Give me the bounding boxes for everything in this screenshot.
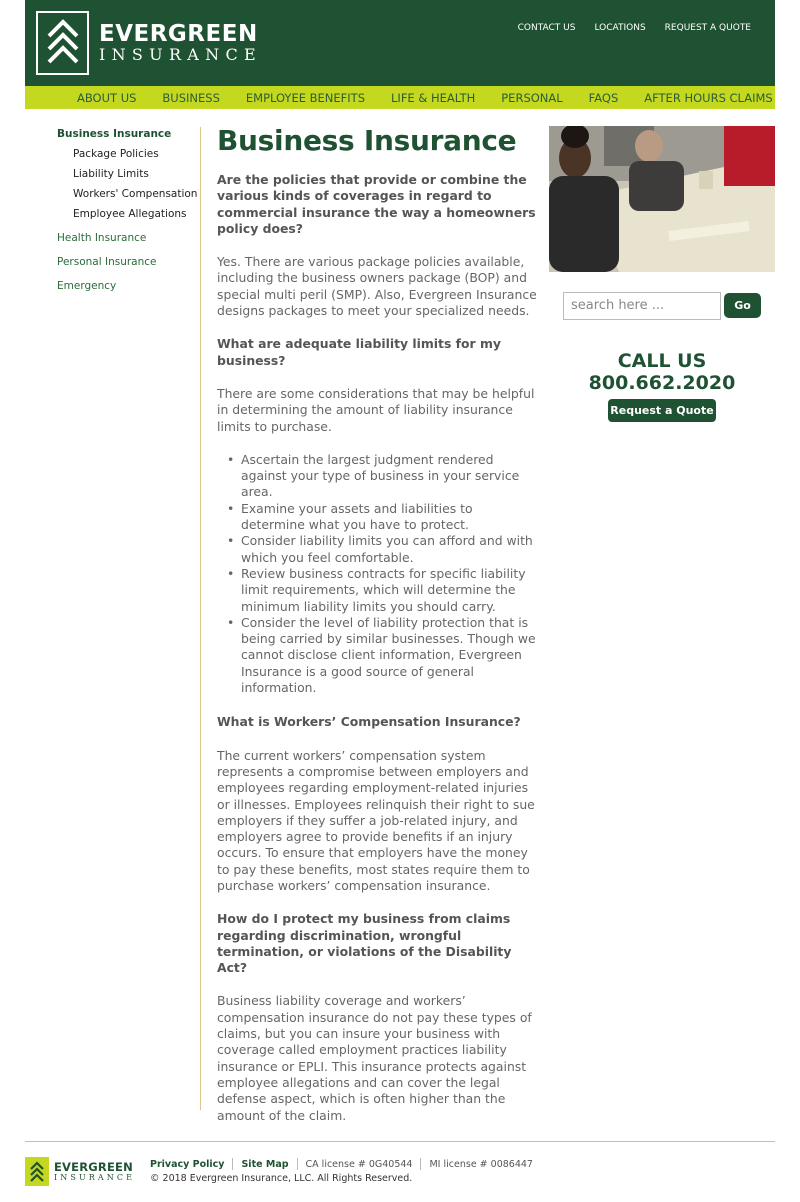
request-quote-button[interactable]: Request a Quote [608, 399, 716, 422]
nav-personal[interactable]: PERSONAL [501, 90, 563, 105]
list-item: • Consider the level of liability protection that is being carried by similar businesses. Though we cannot disclose client information, Evergreen Insurance is a good source of general information. [227, 615, 539, 696]
sidebar-item-personal-insurance[interactable]: Personal Insurance [57, 256, 157, 268]
nav-about-us[interactable]: ABOUT US [77, 90, 137, 105]
nav-business[interactable]: BUSINESS [162, 90, 220, 105]
footer-separator [420, 1158, 421, 1170]
faq-question: Are the policies that provide or combine the various kinds of coverages in regard to commercial insurance the way a homeowners policy does? [217, 172, 536, 236]
logo-name: EVERGREEN [99, 21, 258, 47]
faq-answer: Business liability coverage and workers’ compensation insurance do not pay these types of claims, but you can insure your business with coverage called employment practices liability insurance or EPLI. This insurance protects against employee allegations and can cover the legal defense aspect, which is often higher than the amount of the claim. [217, 993, 532, 1123]
faq-answer: The current workers’ compensation system represents a compromise between employers and employees regarding employment-related injuries or illnesses. Employees relinquish their right to sue employers if they suffer a job-related injury, and employers agree to provide benefits if an injury occurs. To ensure that employers have the money to pay these benefits, most states require them to purchase workers’ compensation insurance. [217, 747, 535, 893]
footer-separator [232, 1158, 233, 1170]
footer-logo-subname: INSURANCE [54, 1172, 136, 1182]
footer-separator [297, 1158, 298, 1170]
main-content [217, 124, 539, 1124]
search-go-button[interactable]: Go [724, 293, 761, 318]
nav-after-hours-claims[interactable]: AFTER HOURS CLAIMS [644, 90, 773, 105]
request-quote-link[interactable]: REQUEST A QUOTE [664, 23, 751, 33]
contact-us-link[interactable]: CONTACT US [517, 23, 576, 33]
sidebar-sub-package-policies[interactable]: Package Policies [73, 148, 159, 160]
footer-logo-name: EVERGREEN [54, 1159, 133, 1174]
nav-employee-benefits[interactable]: EMPLOYEE BENEFITS [245, 90, 366, 105]
sidebar-sub-employee-allegations[interactable]: Employee Allegations [73, 208, 187, 220]
list-item: • Review business contracts for specific liability limit requirements, which will determine the minimum liability limits you should carry. [227, 566, 539, 615]
list-item: • Ascertain the largest judgment rendered against your type of business in your service area. [227, 452, 539, 501]
sidebar-item-business-insurance[interactable]: Business Insurance [57, 128, 172, 140]
call-us-block [549, 350, 775, 394]
site-map-link[interactable]: Site Map [241, 1158, 289, 1170]
mi-license: MI license # 0086447 [429, 1158, 533, 1170]
faq-answer: There are some considerations that may be helpful in determining the amount of liability insurance limits to purchase. [217, 385, 535, 434]
column-divider [200, 127, 201, 1110]
faq-answer: Yes. There are various package policies available, including the business owners package (BOP) and special multi peril (SMP). Also, Evergreen Insurance designs packages to meet your specialized needs. [217, 254, 537, 319]
phone-number[interactable]: 800.662.2020 [588, 372, 736, 394]
locations-link[interactable]: LOCATIONS [594, 23, 646, 33]
top-navigation [518, 23, 751, 33]
liability-considerations-list [227, 452, 539, 696]
ca-license: CA license # 0G40544 [305, 1158, 413, 1170]
footer-links [150, 1158, 533, 1170]
list-item: • Examine your assets and liabilities to determine what you have to protect. [227, 501, 539, 534]
sidebar-item-emergency[interactable]: Emergency [57, 280, 117, 292]
evergreen-tree-icon [25, 1157, 49, 1186]
footer-logo[interactable] [25, 1157, 135, 1186]
business-meeting-photo [549, 126, 775, 272]
sidebar-sub-workers-compensation[interactable]: Workers' Compensation [73, 188, 198, 200]
copyright: © 2018 Evergreen Insurance, LLC. All Rights Reserved. [150, 1173, 413, 1184]
call-us-label: CALL US [617, 350, 707, 372]
site-logo[interactable] [36, 11, 262, 75]
logo-subname: INSURANCE [99, 45, 262, 64]
faq-question: What are adequate liability limits for my business? [217, 336, 501, 368]
privacy-policy-link[interactable]: Privacy Policy [150, 1158, 225, 1170]
nav-life-health[interactable]: LIFE & HEALTH [391, 90, 476, 105]
site-header [25, 0, 775, 86]
footer-divider [25, 1141, 775, 1142]
sidebar-item-health-insurance[interactable]: Health Insurance [57, 232, 147, 244]
nav-faqs[interactable]: FAQS [588, 90, 619, 105]
page-title: Business Insurance [217, 124, 517, 157]
sidebar [57, 128, 197, 293]
list-item: • Consider liability limits you can afford and with which you feel comfortable. [227, 533, 539, 566]
faq-question: What is Workers’ Compensation Insurance? [217, 714, 521, 730]
search-input[interactable]: search here ... [563, 292, 721, 320]
evergreen-tree-icon [36, 11, 89, 75]
main-navigation [25, 86, 775, 109]
sidebar-sub-liability-limits[interactable]: Liability Limits [73, 168, 149, 180]
faq-question: How do I protect my business from claims regarding discrimination, wrongful termination, or violations of the Disability Act? [217, 911, 512, 976]
